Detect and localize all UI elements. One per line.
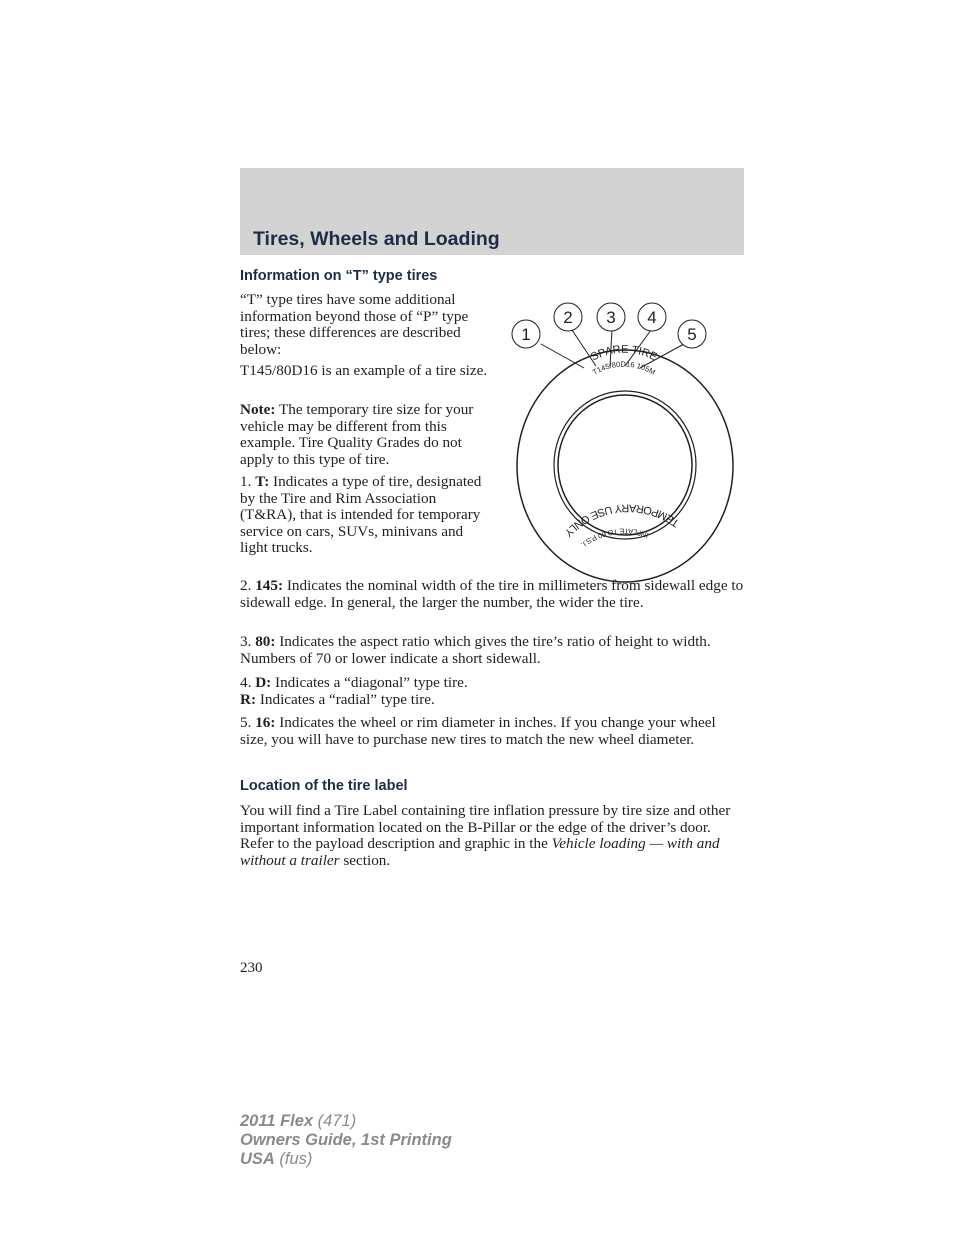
list-item-5: [240, 715, 744, 748]
note-label: Note:: [240, 401, 276, 418]
list-item-number: 1.: [240, 473, 256, 490]
list-item-text: Indicates the nominal width of the tire in millimeters from sidewall edge to sidewall edge. In general, the larger the number, the wider the tire.: [240, 577, 744, 611]
list-item-label: D:: [255, 674, 272, 691]
list-item-number: 3.: [240, 633, 256, 650]
chapter-title: Tires, Wheels and Loading: [253, 228, 500, 250]
section-heading-t-type-tires: Information on “T” type tires: [240, 268, 438, 284]
page-number: 230: [240, 960, 263, 976]
footer-line-1: [240, 1112, 452, 1131]
callout-2: [554, 303, 582, 331]
footer-model: 2011 Flex: [240, 1112, 314, 1130]
svg-text:3: 3: [606, 308, 616, 327]
section-heading-tire-label: Location of the tire label: [240, 778, 408, 794]
list-item-text: Indicates a type of tire, designated by the Tire and Rim Association (T&RA), that is intended for temporary service on cars, SUVs, minivans and light trucks.: [240, 473, 482, 556]
note-paragraph: [240, 402, 494, 468]
list-item-number: 5.: [240, 714, 256, 731]
note-text: The temporary tire size for your vehicle may be different from this example. Tire Quality Grades do not apply to this type of tire.: [240, 401, 474, 468]
svg-text:5: 5: [687, 325, 697, 344]
list-item-label: 16:: [255, 714, 276, 731]
callout-4: [638, 303, 666, 331]
callout-5: [678, 320, 706, 348]
callout-3: [597, 303, 625, 331]
list-item-label: 80:: [255, 633, 276, 650]
list-item-text: Indicates a “radial” type tire.: [256, 690, 435, 708]
tire-label-text: You will find a Tire Label containing tire inflation pressure by tire size and other important information located on the B-Pillar or the edge of the driver’s door. Refer to the payload description and graphic in the: [240, 802, 731, 852]
list-item-text: Indicates the aspect ratio which gives the tire’s ratio of height to width. Numbers of 70 or lower indicate a short sidewall.: [240, 633, 711, 667]
sidewall-inflate-text: INFLATE TO 60 P.S.I.: [579, 526, 650, 550]
callout-1: [512, 320, 540, 348]
list-item-number: 4.: [240, 674, 256, 691]
example-paragraph: T145/80D16 is an example of a tire size.: [240, 362, 488, 379]
sidewall-spare-tire-text: SPARE TIRE: [589, 343, 659, 364]
list-item-label: 145:: [255, 577, 284, 594]
footer-line-2: Owners Guide, 1st Printing: [240, 1131, 452, 1149]
svg-text:4: 4: [647, 308, 657, 327]
sidewall-size-text: T145/80D16 105M: [590, 359, 658, 377]
list-item-label: T:: [255, 473, 270, 490]
list-item-3: [240, 634, 744, 667]
list-item-text: Indicates a “diagonal” type tire.: [271, 674, 468, 691]
footer-line-3: [240, 1150, 452, 1169]
list-item-label: R:: [240, 690, 257, 708]
tire-label-paragraph: [240, 803, 744, 869]
cross-reference: Vehicle loading — with and without a trailer: [240, 835, 720, 869]
sidewall-temporary-use-text: TEMPORARY USE ONLY: [561, 501, 682, 539]
tire-diagram: [508, 296, 744, 586]
footer-edition-info: [240, 1112, 452, 1169]
svg-text:1: 1: [521, 325, 531, 344]
list-item-text: Indicates the wheel or rim diameter in inches. If you change your wheel size, you will have to purchase new tires to match the new wheel diameter.: [240, 714, 716, 748]
footer-model-code: (471): [313, 1112, 357, 1130]
list-item-number: 2.: [240, 577, 256, 594]
footer-market-code: (fus): [274, 1150, 313, 1168]
footer-market: USA: [240, 1150, 275, 1168]
svg-text:2: 2: [563, 308, 573, 327]
intro-paragraph: “T” type tires have some additional information beyond those of “P” type tires; these differences are described below:: [240, 291, 469, 358]
list-item-4: [240, 675, 744, 708]
tire-label-text-end: section.: [339, 851, 391, 869]
tire-outer-edge: [517, 350, 733, 582]
list-item-1: [240, 474, 494, 557]
